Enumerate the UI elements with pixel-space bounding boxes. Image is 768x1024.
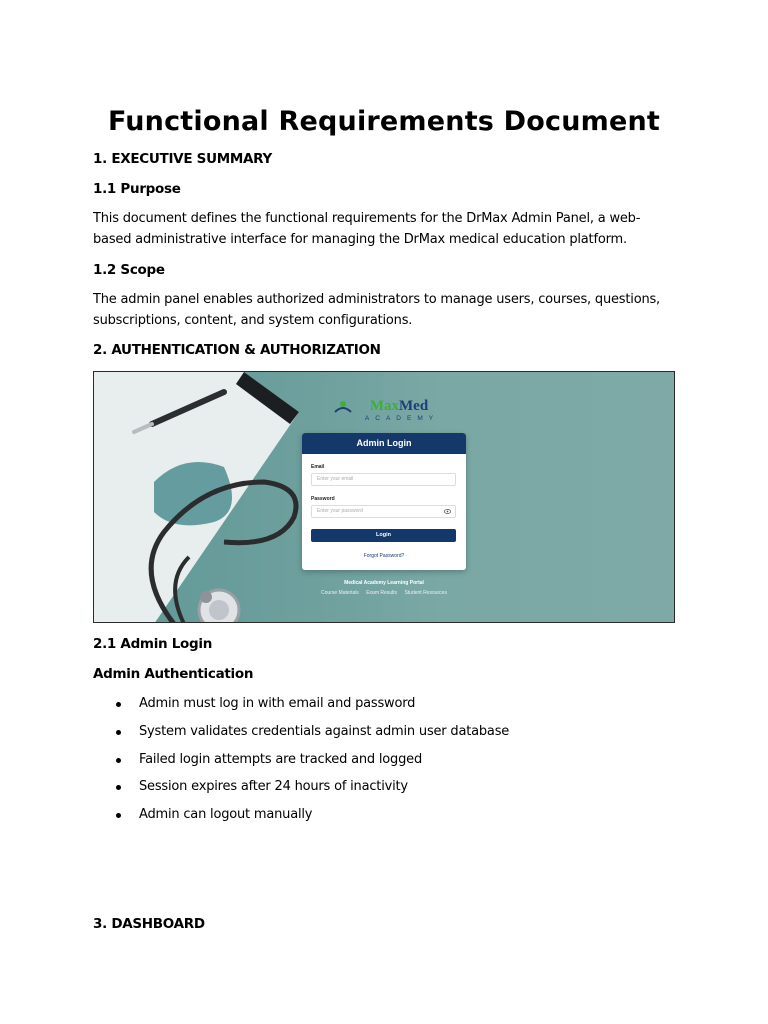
portal-title: Medical Academy Learning Portal (344, 580, 424, 586)
brand-name-max: Max (369, 398, 399, 414)
email-field[interactable]: Enter your email (311, 473, 456, 486)
email-label: Email (311, 464, 325, 470)
brand-name-med: Med (399, 398, 429, 414)
purpose-paragraph: This document defines the functional requirements for the DrMax Admin Panel, a web-based administrative interface for managing the DrMax medical education platform. (93, 211, 641, 247)
portal-links (294, 590, 474, 596)
list-item: Admin can logout manually (93, 805, 653, 833)
login-card-title: Admin Login (302, 433, 466, 454)
login-card (302, 433, 466, 570)
authentication-bullet-list (93, 694, 653, 833)
portal-link-student-resources[interactable]: Student Resources (404, 590, 447, 596)
section-dashboard: 3. DASHBOARD (93, 916, 205, 932)
list-item: Failed login attempts are tracked and logged (93, 750, 653, 778)
caduceus-icon (333, 400, 353, 414)
document-title: Functional Requirements Document (107, 106, 661, 137)
login-button[interactable]: Login (311, 529, 456, 542)
list-item: Session expires after 24 hours of inactivity (93, 777, 653, 805)
heading-admin-login: 2.1 Admin Login (93, 636, 213, 652)
admin-login-screenshot (93, 371, 675, 623)
scope-paragraph: The admin panel enables authorized administrators to manage users, courses, questions, subscriptions, content, and system configurations. (93, 292, 660, 328)
section-executive-summary: 1. EXECUTIVE SUMMARY (93, 151, 272, 167)
forgot-password-link[interactable]: Forgot Password? (363, 553, 405, 559)
section-authentication: 2. AUTHENTICATION & AUTHORIZATION (93, 342, 381, 358)
password-placeholder: Enter your password (317, 508, 363, 514)
portal-link-course-materials[interactable]: Course Materials (321, 590, 359, 596)
password-label: Password (311, 496, 335, 502)
brand-logo (339, 398, 459, 422)
portal-link-exam-results[interactable]: Exam Results (366, 590, 398, 596)
heading-purpose: 1.1 Purpose (93, 181, 181, 197)
heading-scope: 1.2 Scope (93, 262, 165, 278)
brand-subtitle: ACADEMY (364, 415, 440, 422)
heading-admin-authentication: Admin Authentication (93, 666, 254, 682)
list-item: Admin must log in with email and password (93, 694, 653, 722)
eye-icon[interactable] (444, 509, 451, 514)
list-item: System validates credentials against admin user database (93, 722, 653, 750)
password-field[interactable] (311, 505, 456, 518)
